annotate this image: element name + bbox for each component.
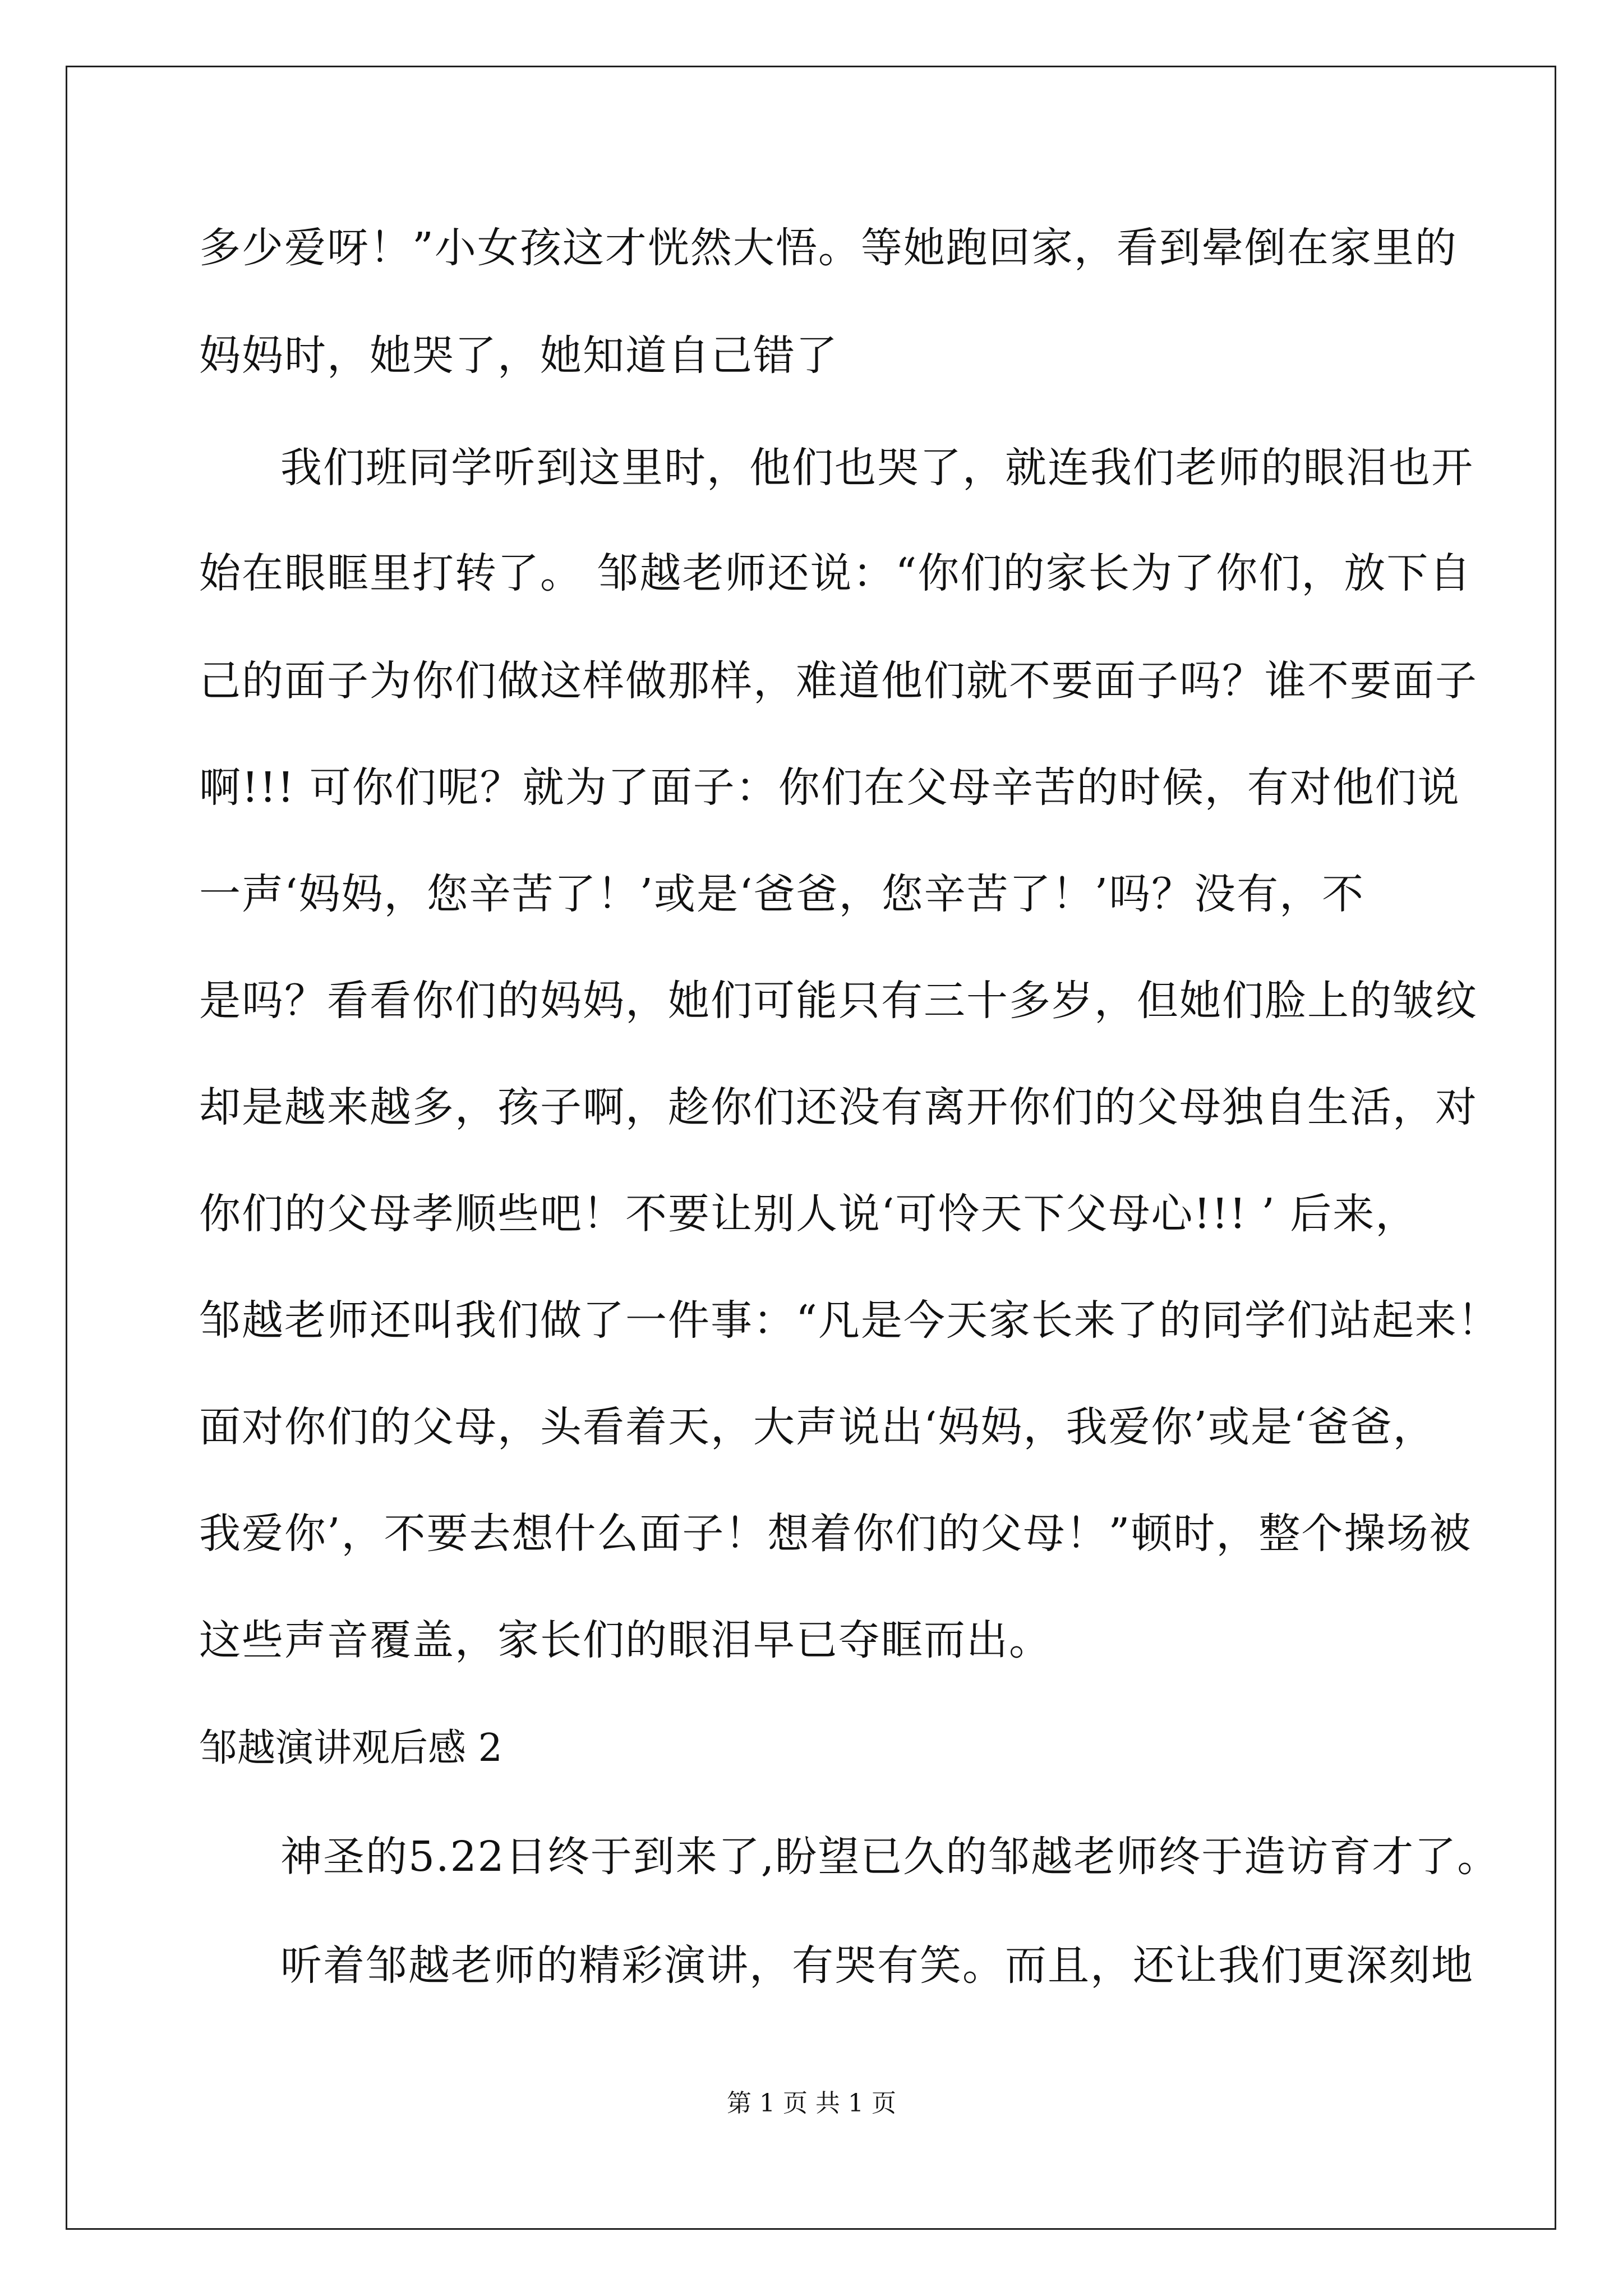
body-text-line: 己的面子为你们做这样做那样，难道他们就不要面子吗？谁不要面子 [199,657,1478,705]
body-text-line: 神圣的5.22日终于到来了,盼望已久的邹越老师终于造访育才了。 [280,1833,1500,1881]
body-text-line: 啊!!! 可你们呢？就为了面子：你们在父母辛苦的时候，有对他们说 [199,763,1460,812]
page-border [66,66,1556,2230]
body-text-line: 一声‘妈妈，您辛苦了！’或是‘爸爸，您辛苦了！’吗？没有，不 [199,870,1365,918]
body-text-line: 面对你们的父母，头看着天，大声说出‘妈妈，我爱你’或是‘爸爸， [199,1403,1436,1451]
section-heading: 邹越演讲观后感 2 [199,1726,502,1770]
body-text-line: 却是越来越多，孩子啊，趁你们还没有离开你们的父母独自生活，对 [199,1083,1478,1131]
body-text-line: 你们的父母孝顺些吧！不要让别人说‘可怜天下父母心!!! ’ 后来， [199,1190,1418,1238]
body-text-line: 我爱你’，不要去想什么面子！想着你们的父母！”顿时，整个操场被 [199,1510,1472,1558]
body-text-line: 邹越老师还叫我们做了一件事：“凡是今天家长来了的同学们站起来！ [199,1296,1500,1345]
body-text-line: 听着邹越老师的精彩演讲，有哭有笑。而且，还让我们更深刻地 [280,1941,1474,1990]
body-text-line: 是吗？看看你们的妈妈，她们可能只有三十多岁，但她们脸上的皱纹 [199,977,1478,1025]
body-text-line: 这些声音覆盖，家长们的眼泪早已夺眶而出。 [199,1616,1052,1664]
body-text-line: 始在眼眶里打转了。 邹越老师还说：“你们的家长为了你们，放下自 [199,549,1472,597]
body-text-line: 多少爱呀！”小女孩这才恍然大悟。等她跑回家，看到晕倒在家里的 [199,224,1458,272]
body-text-line: 我们班同学听到这里时，他们也哭了，就连我们老师的眼泪也开 [280,444,1474,492]
page-footer: 第 1 页 共 1 页 [727,2089,896,2118]
body-text-line: 妈妈时，她哭了，她知道自己错了 [199,332,838,380]
